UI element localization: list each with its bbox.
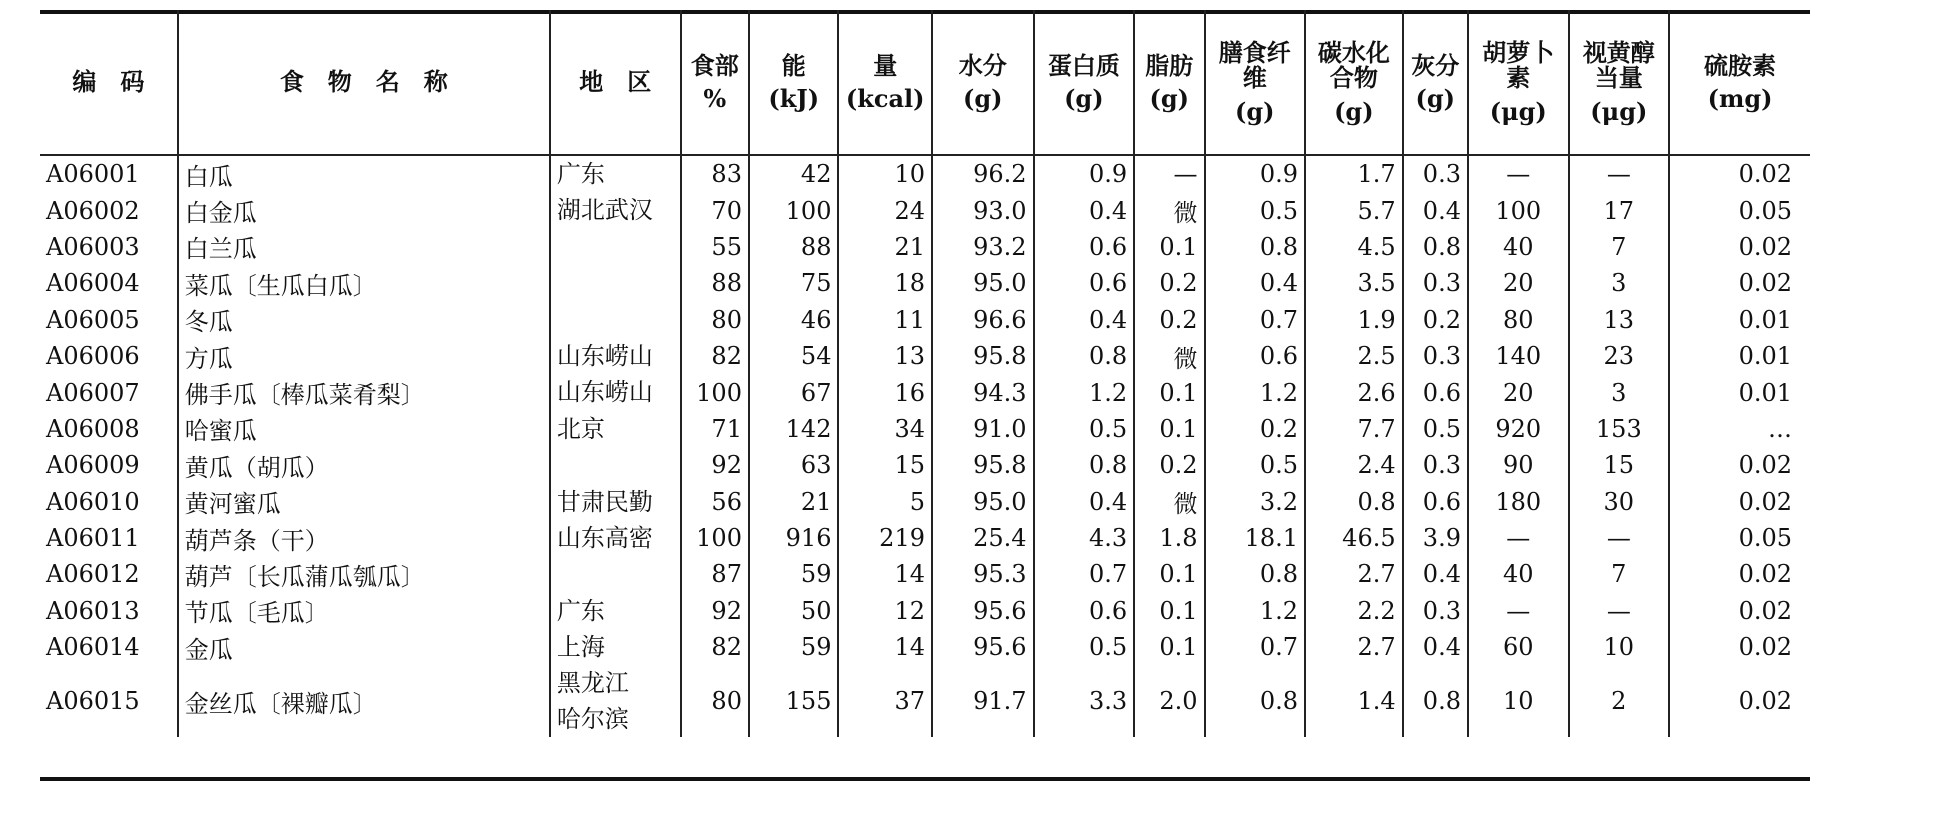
- cell-ash: 0.8: [1403, 229, 1468, 265]
- cell-fat: 微: [1134, 484, 1204, 520]
- cell-food-name: 哈蜜瓜: [178, 411, 550, 447]
- cell-thiamine: 0.01: [1669, 338, 1810, 374]
- table-row: [40, 447, 1810, 483]
- cell-thiamine: 0.02: [1669, 556, 1810, 592]
- cell-carbohydrate: 2.7: [1305, 556, 1403, 592]
- cell-region: 湖北武汉: [550, 192, 681, 228]
- cell-code: A06015: [46, 687, 140, 716]
- header-fat: 脂肪 (g): [1134, 10, 1204, 155]
- cell-energy-kj: 142: [749, 411, 839, 447]
- cell-ash: 0.4: [1403, 192, 1468, 228]
- cell-dietary-fiber: 0.6: [1205, 338, 1306, 374]
- cell-carbohydrate: 0.8: [1305, 484, 1403, 520]
- cell-dietary-fiber: 18.1: [1205, 520, 1306, 556]
- cell-carotene: —: [1468, 155, 1569, 192]
- cell-region: [550, 302, 681, 338]
- cell-energy-kj: 59: [749, 556, 839, 592]
- cell-code: A06010: [46, 487, 140, 516]
- cell-edible-portion: 100: [681, 374, 749, 410]
- cell-edible-portion: 80: [681, 665, 749, 737]
- cell-water: 94.3: [932, 374, 1034, 410]
- cell-ash: 3.9: [1403, 520, 1468, 556]
- header-dietary-fiber: 膳食纤维 (g): [1205, 10, 1306, 155]
- cell-thiamine: 0.01: [1669, 374, 1810, 410]
- cell-retinol-equivalent: 13: [1569, 302, 1670, 338]
- cell-code: A06002: [46, 196, 140, 225]
- cell-energy-kj: 50: [749, 593, 839, 629]
- cell-carotene: 60: [1468, 629, 1569, 665]
- cell-ash: 0.3: [1403, 593, 1468, 629]
- cell-fat: 0.1: [1134, 411, 1204, 447]
- cell-energy-kj: 21: [749, 484, 839, 520]
- cell-dietary-fiber: 0.7: [1205, 629, 1306, 665]
- cell-food-name: 节瓜〔毛瓜〕: [178, 593, 550, 629]
- cell-protein: 0.8: [1034, 447, 1135, 483]
- cell-ash: 0.8: [1403, 665, 1468, 737]
- cell-fat: —: [1134, 155, 1204, 192]
- cell-thiamine: 0.02: [1669, 229, 1810, 265]
- cell-carotene: 180: [1468, 484, 1569, 520]
- cell-carbohydrate: 1.7: [1305, 155, 1403, 192]
- cell-carbohydrate: 1.4: [1305, 665, 1403, 737]
- cell-water: 91.0: [932, 411, 1034, 447]
- cell-carotene: —: [1468, 520, 1569, 556]
- header-edible-portion: 食部 %: [681, 10, 749, 155]
- cell-fat: 微: [1134, 338, 1204, 374]
- cell-fat: 2.0: [1134, 665, 1204, 737]
- cell-food-name: 白兰瓜: [178, 229, 550, 265]
- cell-thiamine: 0.02: [1669, 155, 1810, 192]
- cell-carotene: 40: [1468, 556, 1569, 592]
- cell-code: A06009: [46, 451, 140, 480]
- cell-region: 甘肃民勤: [550, 484, 681, 520]
- cell-carbohydrate: 4.5: [1305, 229, 1403, 265]
- cell-water: 95.3: [932, 556, 1034, 592]
- cell-carotene: —: [1468, 593, 1569, 629]
- cell-edible-portion: 55: [681, 229, 749, 265]
- cell-edible-portion: 82: [681, 629, 749, 665]
- cell-water: 96.2: [932, 155, 1034, 192]
- cell-retinol-equivalent: 3: [1569, 374, 1670, 410]
- cell-energy-kj: 46: [749, 302, 839, 338]
- cell-water: 25.4: [932, 520, 1034, 556]
- cell-energy-kcal: 16: [838, 374, 932, 410]
- cell-carbohydrate: 2.2: [1305, 593, 1403, 629]
- cell-food-name: 佛手瓜〔棒瓜菜肴梨〕: [178, 374, 550, 410]
- header-carbohydrate: 碳水化合物 (g): [1305, 10, 1403, 155]
- table-row: [40, 556, 1810, 592]
- cell-energy-kcal: 37: [838, 665, 932, 737]
- cell-energy-kj: 88: [749, 229, 839, 265]
- cell-carotene: 20: [1468, 374, 1569, 410]
- cell-protein: 0.8: [1034, 338, 1135, 374]
- cell-carotene: 920: [1468, 411, 1569, 447]
- cell-dietary-fiber: 0.8: [1205, 665, 1306, 737]
- cell-code: A06011: [46, 524, 140, 553]
- table-row: [40, 665, 1810, 737]
- cell-thiamine: 0.02: [1669, 593, 1810, 629]
- cell-dietary-fiber: 0.5: [1205, 192, 1306, 228]
- cell-water: 91.7: [932, 665, 1034, 737]
- cell-fat: 微: [1134, 192, 1204, 228]
- cell-carotene: 100: [1468, 192, 1569, 228]
- cell-ash: 0.6: [1403, 374, 1468, 410]
- cell-water: 96.6: [932, 302, 1034, 338]
- cell-food-name: 方瓜: [178, 338, 550, 374]
- cell-edible-portion: 100: [681, 520, 749, 556]
- cell-protein: 0.5: [1034, 411, 1135, 447]
- cell-protein: 0.6: [1034, 593, 1135, 629]
- cell-ash: 0.3: [1403, 265, 1468, 301]
- table-row: [40, 155, 1810, 192]
- cell-food-name: 黄河蜜瓜: [178, 484, 550, 520]
- cell-thiamine: …: [1669, 411, 1810, 447]
- cell-code: A06001: [46, 160, 140, 189]
- cell-fat: 0.2: [1134, 265, 1204, 301]
- bottom-rule: [40, 777, 1810, 781]
- cell-retinol-equivalent: 7: [1569, 556, 1670, 592]
- cell-energy-kcal: 219: [838, 520, 932, 556]
- cell-energy-kj: 42: [749, 155, 839, 192]
- header-region: 地 区: [550, 10, 681, 155]
- table-row: [40, 520, 1810, 556]
- cell-retinol-equivalent: 23: [1569, 338, 1670, 374]
- cell-retinol-equivalent: —: [1569, 520, 1670, 556]
- cell-energy-kcal: 21: [838, 229, 932, 265]
- cell-energy-kcal: 10: [838, 155, 932, 192]
- cell-energy-kcal: 14: [838, 556, 932, 592]
- table-container: [40, 10, 1810, 737]
- cell-fat: 0.1: [1134, 629, 1204, 665]
- cell-region: 上海: [550, 629, 681, 665]
- cell-protein: 0.9: [1034, 155, 1135, 192]
- cell-dietary-fiber: 0.2: [1205, 411, 1306, 447]
- cell-edible-portion: 80: [681, 302, 749, 338]
- cell-ash: 0.4: [1403, 556, 1468, 592]
- cell-water: 95.6: [932, 593, 1034, 629]
- cell-fat: 0.2: [1134, 447, 1204, 483]
- cell-region: 山东崂山: [550, 374, 681, 410]
- cell-food-name: 白金瓜: [178, 192, 550, 228]
- table-row: [40, 629, 1810, 665]
- cell-region: 广东: [550, 155, 681, 192]
- cell-edible-portion: 92: [681, 593, 749, 629]
- cell-energy-kj: 54: [749, 338, 839, 374]
- cell-region: 北京: [550, 411, 681, 447]
- table-row: [40, 411, 1810, 447]
- cell-protein: 0.4: [1034, 192, 1135, 228]
- cell-edible-portion: 83: [681, 155, 749, 192]
- cell-water: 95.6: [932, 629, 1034, 665]
- cell-carbohydrate: 2.7: [1305, 629, 1403, 665]
- cell-carotene: 80: [1468, 302, 1569, 338]
- cell-region: 黑龙江 哈尔滨: [550, 665, 681, 737]
- cell-carotene: 40: [1468, 229, 1569, 265]
- table-row: [40, 229, 1810, 265]
- cell-dietary-fiber: 0.8: [1205, 556, 1306, 592]
- cell-energy-kcal: 18: [838, 265, 932, 301]
- cell-energy-kcal: 34: [838, 411, 932, 447]
- cell-dietary-fiber: 0.4: [1205, 265, 1306, 301]
- cell-fat: 0.1: [1134, 593, 1204, 629]
- cell-energy-kcal: 13: [838, 338, 932, 374]
- cell-dietary-fiber: 0.7: [1205, 302, 1306, 338]
- cell-retinol-equivalent: 7: [1569, 229, 1670, 265]
- cell-retinol-equivalent: 153: [1569, 411, 1670, 447]
- header-row: [40, 10, 1810, 155]
- table-row: [40, 374, 1810, 410]
- cell-protein: 0.7: [1034, 556, 1135, 592]
- cell-energy-kcal: 11: [838, 302, 932, 338]
- cell-retinol-equivalent: 2: [1569, 665, 1670, 737]
- nutrition-table: [40, 10, 1810, 737]
- cell-carbohydrate: 2.4: [1305, 447, 1403, 483]
- cell-code: A06013: [46, 596, 140, 625]
- cell-code: A06004: [46, 269, 140, 298]
- cell-water: 95.0: [932, 265, 1034, 301]
- cell-carbohydrate: 46.5: [1305, 520, 1403, 556]
- cell-dietary-fiber: 0.8: [1205, 229, 1306, 265]
- cell-retinol-equivalent: —: [1569, 155, 1670, 192]
- cell-energy-kj: 100: [749, 192, 839, 228]
- cell-ash: 0.5: [1403, 411, 1468, 447]
- cell-retinol-equivalent: 17: [1569, 192, 1670, 228]
- cell-carbohydrate: 3.5: [1305, 265, 1403, 301]
- cell-water: 95.8: [932, 338, 1034, 374]
- header-energy-kj: 能 (kJ): [749, 10, 839, 155]
- table-row: [40, 192, 1810, 228]
- cell-ash: 0.3: [1403, 447, 1468, 483]
- cell-edible-portion: 71: [681, 411, 749, 447]
- header-ash: 灰分 (g): [1403, 10, 1468, 155]
- cell-energy-kj: 155: [749, 665, 839, 737]
- cell-dietary-fiber: 0.9: [1205, 155, 1306, 192]
- cell-protein: 0.6: [1034, 229, 1135, 265]
- cell-protein: 0.5: [1034, 629, 1135, 665]
- cell-retinol-equivalent: 15: [1569, 447, 1670, 483]
- cell-carbohydrate: 5.7: [1305, 192, 1403, 228]
- cell-code: A06005: [46, 305, 140, 334]
- cell-thiamine: 0.02: [1669, 484, 1810, 520]
- cell-energy-kj: 75: [749, 265, 839, 301]
- cell-energy-kcal: 5: [838, 484, 932, 520]
- cell-energy-kcal: 24: [838, 192, 932, 228]
- header-code: 编 码: [40, 10, 178, 155]
- cell-food-name: 黄瓜（胡瓜）: [178, 447, 550, 483]
- cell-edible-portion: 88: [681, 265, 749, 301]
- cell-edible-portion: 82: [681, 338, 749, 374]
- cell-region: 山东高密: [550, 520, 681, 556]
- cell-code: A06012: [46, 560, 140, 589]
- cell-region: [550, 265, 681, 301]
- header-retinol-equivalent: 视黄醇当量 (μg): [1569, 10, 1670, 155]
- cell-protein: 3.3: [1034, 665, 1135, 737]
- cell-retinol-equivalent: 30: [1569, 484, 1670, 520]
- cell-protein: 0.4: [1034, 302, 1135, 338]
- header-thiamine: 硫胺素 (mg): [1669, 10, 1810, 155]
- cell-region: [550, 556, 681, 592]
- cell-carotene: 140: [1468, 338, 1569, 374]
- cell-thiamine: 0.01: [1669, 302, 1810, 338]
- cell-ash: 0.3: [1403, 338, 1468, 374]
- header-carotene: 胡萝卜素 (μg): [1468, 10, 1569, 155]
- cell-ash: 0.3: [1403, 155, 1468, 192]
- cell-food-name: 菜瓜〔生瓜白瓜〕: [178, 265, 550, 301]
- cell-edible-portion: 92: [681, 447, 749, 483]
- cell-fat: 1.8: [1134, 520, 1204, 556]
- cell-energy-kcal: 15: [838, 447, 932, 483]
- cell-thiamine: 0.02: [1669, 447, 1810, 483]
- cell-edible-portion: 56: [681, 484, 749, 520]
- cell-food-name: 葫芦条（干）: [178, 520, 550, 556]
- cell-ash: 0.4: [1403, 629, 1468, 665]
- cell-code: A06014: [46, 633, 140, 662]
- cell-water: 93.2: [932, 229, 1034, 265]
- cell-ash: 0.2: [1403, 302, 1468, 338]
- cell-thiamine: 0.02: [1669, 265, 1810, 301]
- cell-energy-kj: 916: [749, 520, 839, 556]
- cell-retinol-equivalent: 10: [1569, 629, 1670, 665]
- cell-fat: 0.1: [1134, 229, 1204, 265]
- cell-dietary-fiber: 1.2: [1205, 374, 1306, 410]
- table-row: [40, 302, 1810, 338]
- cell-fat: 0.1: [1134, 374, 1204, 410]
- cell-carbohydrate: 2.5: [1305, 338, 1403, 374]
- cell-carbohydrate: 2.6: [1305, 374, 1403, 410]
- cell-protein: 1.2: [1034, 374, 1135, 410]
- cell-protein: 0.6: [1034, 265, 1135, 301]
- cell-food-name: 葫芦〔长瓜蒲瓜瓠瓜〕: [178, 556, 550, 592]
- cell-water: 95.8: [932, 447, 1034, 483]
- cell-dietary-fiber: 1.2: [1205, 593, 1306, 629]
- cell-code: A06006: [46, 342, 140, 371]
- header-water: 水分 (g): [932, 10, 1034, 155]
- cell-dietary-fiber: 3.2: [1205, 484, 1306, 520]
- header-food-name: 食 物 名 称: [178, 10, 550, 155]
- cell-edible-portion: 70: [681, 192, 749, 228]
- table-row: [40, 593, 1810, 629]
- cell-protein: 0.4: [1034, 484, 1135, 520]
- cell-protein: 4.3: [1034, 520, 1135, 556]
- cell-food-name: 冬瓜: [178, 302, 550, 338]
- table-row: [40, 265, 1810, 301]
- cell-code: A06008: [46, 414, 140, 443]
- cell-water: 93.0: [932, 192, 1034, 228]
- cell-carotene: 20: [1468, 265, 1569, 301]
- cell-retinol-equivalent: —: [1569, 593, 1670, 629]
- cell-thiamine: 0.02: [1669, 629, 1810, 665]
- cell-food-name: 金瓜: [178, 629, 550, 665]
- cell-food-name: 白瓜: [178, 155, 550, 192]
- cell-code: A06003: [46, 232, 140, 261]
- cell-thiamine: 0.05: [1669, 520, 1810, 556]
- cell-fat: 0.2: [1134, 302, 1204, 338]
- cell-region: 广东: [550, 593, 681, 629]
- cell-energy-kcal: 14: [838, 629, 932, 665]
- cell-carotene: 10: [1468, 665, 1569, 737]
- table-row: [40, 338, 1810, 374]
- cell-carbohydrate: 1.9: [1305, 302, 1403, 338]
- cell-region: [550, 229, 681, 265]
- header-protein: 蛋白质 (g): [1034, 10, 1135, 155]
- cell-energy-kj: 59: [749, 629, 839, 665]
- cell-region: [550, 447, 681, 483]
- cell-water: 95.0: [932, 484, 1034, 520]
- header-energy-kcal: 量 (kcal): [838, 10, 932, 155]
- cell-carbohydrate: 7.7: [1305, 411, 1403, 447]
- cell-energy-kj: 63: [749, 447, 839, 483]
- cell-dietary-fiber: 0.5: [1205, 447, 1306, 483]
- table-row: [40, 484, 1810, 520]
- cell-retinol-equivalent: 3: [1569, 265, 1670, 301]
- cell-region: 山东崂山: [550, 338, 681, 374]
- cell-edible-portion: 87: [681, 556, 749, 592]
- cell-thiamine: 0.05: [1669, 192, 1810, 228]
- cell-carotene: 90: [1468, 447, 1569, 483]
- cell-thiamine: 0.02: [1669, 665, 1810, 737]
- cell-fat: 0.1: [1134, 556, 1204, 592]
- cell-energy-kcal: 12: [838, 593, 932, 629]
- cell-code: A06007: [46, 378, 140, 407]
- cell-food-name: 金丝瓜〔裸瓣瓜〕: [178, 665, 550, 737]
- cell-energy-kj: 67: [749, 374, 839, 410]
- cell-ash: 0.6: [1403, 484, 1468, 520]
